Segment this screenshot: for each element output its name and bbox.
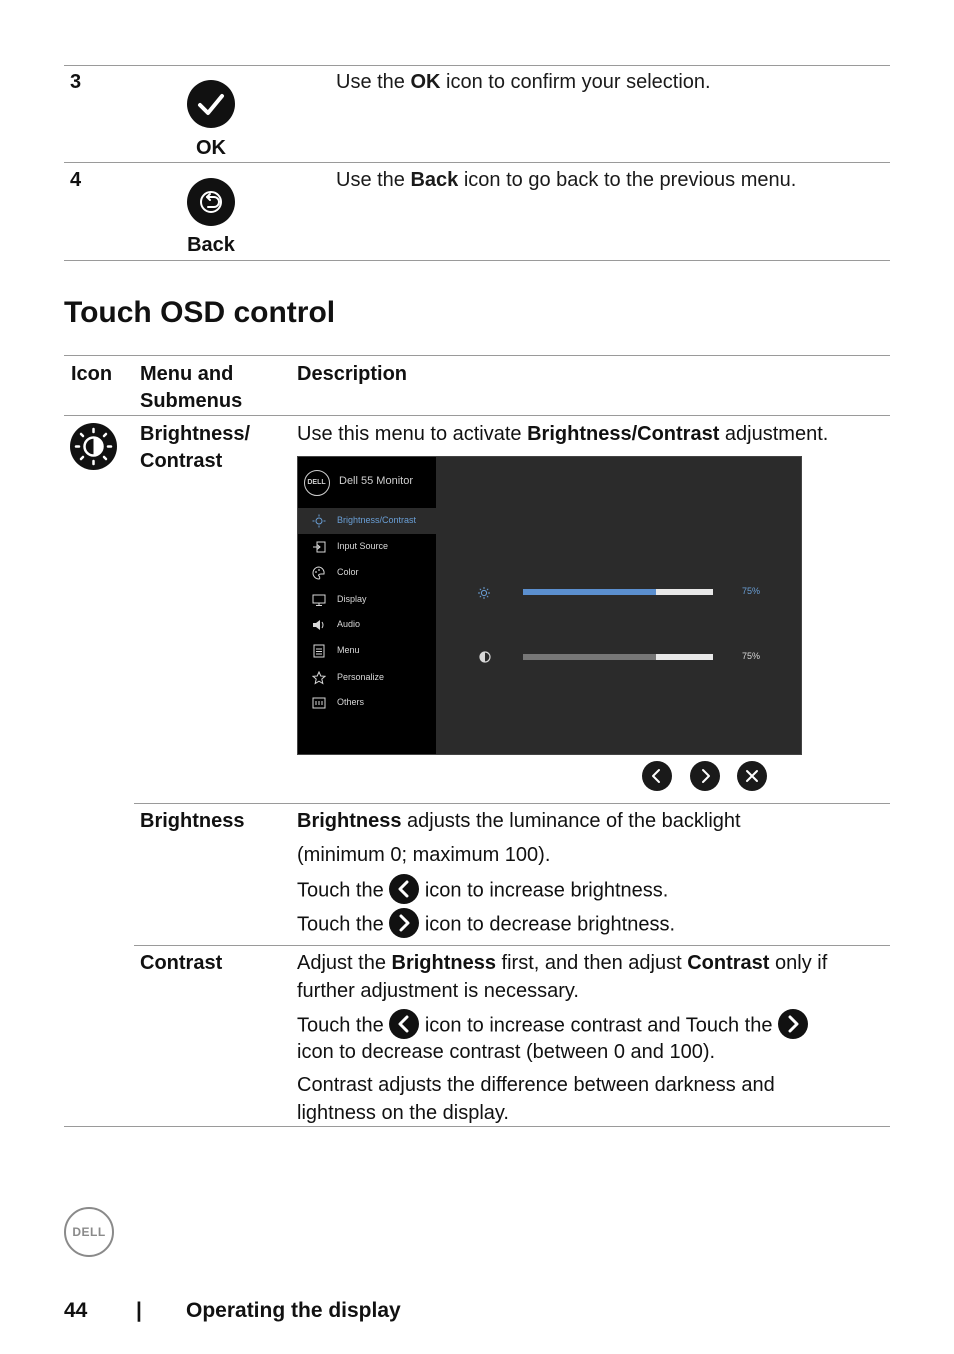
osd-menu-item[interactable] <box>298 534 436 560</box>
brightness-desc-2: (minimum 0; maximum 100). <box>297 844 551 866</box>
divider <box>134 945 890 946</box>
divider <box>134 803 890 804</box>
chevron-right-icon <box>389 908 419 938</box>
chevron-right-icon <box>778 1009 808 1039</box>
contrast-desc-1: Adjust the Brightness first, and then adjust Contrast only if <box>297 952 828 974</box>
contrast-slider-fill <box>523 654 656 660</box>
menu-list-icon <box>312 644 326 658</box>
close-icon[interactable] <box>737 761 767 791</box>
chevron-right-icon[interactable] <box>690 761 720 791</box>
osd-menu-item[interactable] <box>298 560 436 586</box>
osd-menu-item-label: Menu <box>337 645 360 655</box>
brightness-desc-4: Touch the icon to decrease brightness. <box>297 910 675 940</box>
divider <box>64 355 890 356</box>
back-icon <box>187 178 235 226</box>
osd-menu-item[interactable] <box>298 612 436 638</box>
page-number: 44 <box>64 1299 88 1322</box>
osd-menu-item[interactable] <box>298 665 436 691</box>
header-menu: Menu and Submenus <box>140 363 243 412</box>
others-icon <box>312 696 326 710</box>
contrast-desc-4: icon to decrease contrast (between 0 and 100). <box>297 1041 716 1063</box>
section-title: Touch OSD control <box>64 296 336 329</box>
osd-title: Dell 55 Monitor <box>339 475 413 487</box>
contrast-slider[interactable] <box>523 654 713 660</box>
ok-check-icon <box>187 80 235 128</box>
brightness-slider[interactable] <box>523 589 713 595</box>
osd-sidebar <box>298 457 436 754</box>
osd-menu-item-label: Color <box>337 567 359 577</box>
osd-menu-item[interactable] <box>298 638 436 664</box>
dell-logo-icon: DELL <box>304 470 330 496</box>
chevron-left-icon[interactable] <box>642 761 672 791</box>
footer-section-title: Operating the display <box>186 1299 401 1322</box>
contrast-desc-5: Contrast adjusts the difference between darkness and <box>297 1074 775 1096</box>
brightness-slider-fill <box>523 589 656 595</box>
contrast-value: 75% <box>742 651 761 661</box>
divider <box>64 260 890 261</box>
chevron-left-icon <box>389 1009 419 1039</box>
osd-menu-item-label: Others <box>337 697 365 707</box>
palette-icon <box>312 566 326 580</box>
ok-description: Use the OK icon to confirm your selection. <box>336 71 711 93</box>
osd-menu-item-label: Input Source <box>337 541 389 551</box>
brightness-desc-1: Brightness adjusts the luminance of the backlight <box>297 810 741 832</box>
sun-icon <box>312 514 326 528</box>
osd-menu-item-label: Brightness/Contrast <box>337 515 417 525</box>
brightness-value: 75% <box>742 586 761 596</box>
chevron-left-icon <box>389 874 419 904</box>
contrast-desc-6: lightness on the display. <box>297 1102 509 1124</box>
brightness-desc-3: Touch the icon to increase brightness. <box>297 876 668 906</box>
brightness-contrast-description: Use this menu to activate Brightness/Contrast adjustment. <box>297 423 829 445</box>
osd-menu-item[interactable] <box>298 587 436 613</box>
divider <box>64 162 890 163</box>
header-icon: Icon <box>71 363 113 385</box>
star-icon <box>312 671 326 685</box>
menu-contrast: Contrast <box>140 952 223 974</box>
sun-icon <box>478 586 490 598</box>
osd-screenshot <box>297 456 802 755</box>
ok-label: OK <box>196 137 226 159</box>
menu-brightness: Brightness <box>140 810 245 832</box>
contrast-desc-3: Touch the icon to increase contrast and Touch the <box>297 1011 808 1041</box>
menu-brightness-contrast: Brightness/ Contrast <box>140 423 251 472</box>
speaker-icon <box>312 618 326 632</box>
input-source-icon <box>312 540 326 554</box>
osd-menu-item-label: Audio <box>337 619 361 629</box>
osd-menu-item-label: Personalize <box>337 672 385 682</box>
contrast-desc-2: further adjustment is necessary. <box>297 980 579 1002</box>
dell-logo-icon: DELL <box>64 1207 114 1257</box>
brightness-contrast-icon <box>70 423 117 470</box>
divider <box>64 65 890 66</box>
osd-menu-item[interactable] <box>298 508 436 534</box>
row-number: 3 <box>70 71 82 93</box>
display-icon <box>312 593 326 607</box>
row-number: 4 <box>70 169 82 191</box>
contrast-icon <box>479 650 491 662</box>
back-description: Use the Back icon to go back to the previous menu. <box>336 169 797 191</box>
footer-separator: | <box>136 1299 142 1322</box>
osd-menu-item[interactable] <box>298 690 436 716</box>
divider <box>64 415 890 416</box>
osd-menu-item-label: Display <box>337 594 367 604</box>
divider <box>64 1126 890 1127</box>
header-description: Description <box>297 363 408 385</box>
back-label: Back <box>187 234 235 256</box>
